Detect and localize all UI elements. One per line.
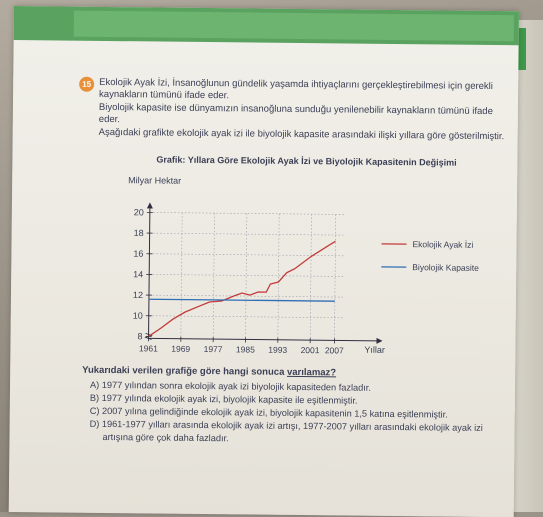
- y-axis-title: Milyar Hektar: [128, 175, 181, 186]
- book-page: [9, 6, 519, 517]
- grid-line-h: [149, 274, 343, 276]
- x-tick-label: 1985: [236, 344, 255, 354]
- x-axis-arrow-icon: [376, 338, 382, 344]
- x-axis-line: [149, 338, 377, 340]
- biocapacity-line: [149, 299, 335, 301]
- y-tick-label: 16: [133, 249, 143, 259]
- option-d: D) 1961-1977 yılları arasında ekolojik ayak izi artışı, 1977-2007 yılları arasındaki ekolojik ayak izi: [90, 418, 483, 434]
- grid-line-v: [246, 213, 247, 337]
- question-number-badge: 15: [79, 77, 94, 92]
- question-prompt: [82, 365, 336, 380]
- intro-line-1: Ekolojik Ayak İzi, İnsanoğlunun gündelik yaşamda ihtiyaçlarını gerçekleştirebilmesi için gerekli: [99, 77, 493, 93]
- chart-title: Grafik: Yıllara Göre Ekolojik Ayak İzi ve Biyolojik Kapasitenin Değişimi: [156, 153, 456, 168]
- x-tick-label: 2007: [325, 345, 344, 355]
- y-axis-arrow-icon: [147, 202, 153, 208]
- y-tick-label: 12: [133, 290, 143, 300]
- x-tick-label: 1977: [204, 344, 223, 354]
- option-d-continued: artışına göre çok daha fazladır.: [102, 431, 228, 444]
- x-tick-label: 1993: [268, 345, 287, 355]
- y-tick-label: 8: [137, 331, 142, 341]
- intro-line-2: kaynakların tümünü ifade eder.: [99, 89, 229, 102]
- line-chart: [110, 165, 492, 369]
- y-tick-label: 18: [134, 228, 144, 238]
- y-tick-label: 14: [133, 269, 143, 279]
- y-tick-label: 10: [133, 311, 143, 321]
- x-tick-label: 1969: [171, 344, 190, 354]
- x-tick-label: 1961: [139, 343, 158, 353]
- header-bar: [14, 6, 519, 45]
- ecological-footprint-line: [149, 239, 336, 338]
- question-prompt-key: varılamaz?: [287, 367, 336, 379]
- option-c: C) 2007 yılına gelindiğinde ekolojik ayak izi, biyolojik kapasitenin 1,5 katına eşitlenmiştir.: [90, 405, 448, 421]
- legend-label: Ekolojik Ayak İzi: [412, 239, 473, 250]
- option-b: B) 1977 yılında ekolojik ayak izi, biyolojik kapasite ile eşitlenmiştir.: [90, 392, 358, 407]
- option-a: A) 1977 yılından sonra ekolojik ayak izi biyolojik kapasiteden fazladır.: [90, 379, 371, 394]
- y-axis-line: [149, 208, 150, 338]
- x-axis-title: Yıllar: [364, 345, 385, 355]
- x-tick-label: 2001: [301, 345, 320, 355]
- intro-line-3: Biyolojik kapasite ise dünyamızın insanoğluna sunduğu yenilenebilir kaynakların tümünü ifade: [99, 102, 493, 118]
- question-prompt-text: Yukarıdaki verilen grafiğe göre hangi sonuca: [82, 365, 287, 378]
- y-tick-label: 20: [134, 207, 144, 217]
- legend-label: Biyolojik Kapasite: [412, 262, 479, 273]
- intro-line-4: eder.: [99, 114, 120, 126]
- intro-line-5: Aşağıdaki grafikte ekolojik ayak izi ile biyolojik kapasite arasındaki ilişki yıllara göre gösterilmiştir.: [99, 127, 505, 143]
